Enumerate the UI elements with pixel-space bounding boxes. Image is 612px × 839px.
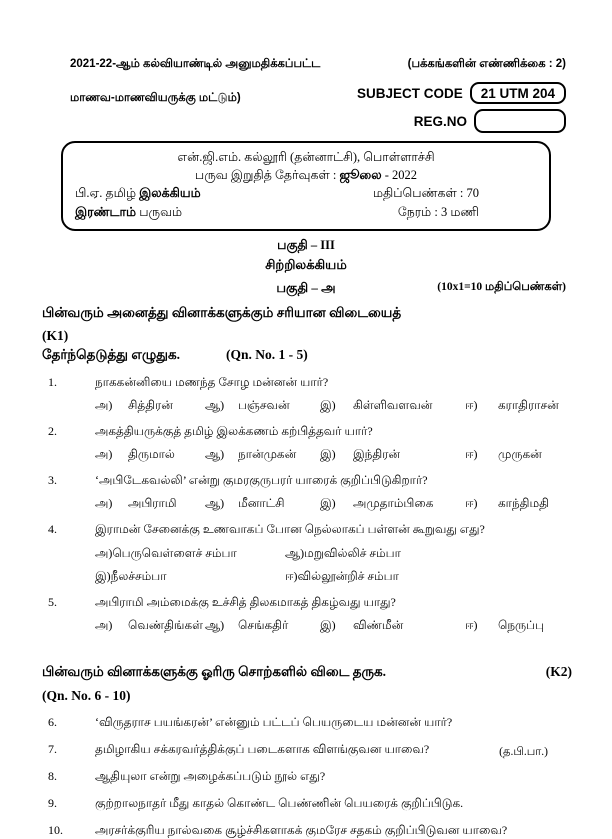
part-a-instruction-verb: தேர்ந்தெடுத்து எழுதுக. bbox=[42, 346, 180, 362]
option-ii bbox=[285, 569, 475, 585]
question-1-options bbox=[95, 398, 612, 414]
question-text: அபிராமி அம்மைக்கு உச்சித் திலகமாகத் திகழ்வது யாது? bbox=[95, 594, 396, 609]
question-4 bbox=[0, 521, 612, 584]
option-text: இந்திரன் bbox=[353, 447, 401, 462]
part-k2-k-level: (K2) bbox=[545, 663, 572, 679]
question-text: ‘விருதராச பயங்கரன்’ என்னும் பட்டப் பெயருடைய மன்னன் யார்? bbox=[95, 714, 453, 729]
option-a bbox=[95, 546, 285, 562]
option-marker: அ) bbox=[95, 397, 113, 412]
option-i bbox=[95, 569, 285, 585]
question-2-options bbox=[95, 447, 612, 463]
option-marker: ஈ) bbox=[465, 397, 478, 412]
course-marks-row bbox=[75, 184, 537, 203]
option-ii bbox=[465, 496, 612, 512]
part-three-subtitle: சிற்றிலக்கியம் bbox=[265, 256, 347, 272]
page-header bbox=[70, 0, 566, 133]
question-number: 9. bbox=[48, 795, 57, 810]
question-number: 8. bbox=[48, 768, 57, 783]
option-marker: ஆ) bbox=[205, 447, 225, 462]
option-i bbox=[320, 447, 465, 463]
college-name: என்.ஜி.எம். கல்லூரி (தன்னாட்சி), பொள்ளாச்சி bbox=[177, 150, 435, 164]
question-text: நாககன்னியை மணந்த சோழ மன்னன் யார்? bbox=[95, 374, 329, 389]
option-text: செங்கதிர் bbox=[238, 617, 289, 632]
students-only-note: மாணவ-மாணவியருக்கு மட்டும்) bbox=[70, 92, 241, 104]
option-marker: இ) bbox=[320, 496, 336, 511]
academic-year-note: 2021-22-ஆம் கல்வியாண்டில் அனுமதிக்கப்பட்ட bbox=[70, 58, 321, 70]
header-row-1 bbox=[70, 58, 566, 72]
question-6 bbox=[48, 715, 582, 731]
question-text: அரசர்க்குரிய நால்வகை சூழ்ச்சிகளாகக் குமரேச சதகம் குறிப்பிடுவன யாவை? bbox=[95, 822, 508, 837]
option-marker: அ) bbox=[95, 545, 113, 560]
code-fields bbox=[357, 82, 566, 133]
question-number: 3. bbox=[48, 473, 57, 488]
question-number: 1. bbox=[48, 374, 57, 389]
question-text: இராமன் சேனைக்கு உணவாகப் போன நெல்லாகப் பள்ளன் கூறுவது எது? bbox=[95, 522, 485, 537]
exam-title: பருவ இறுதித் தேர்வுகள் : bbox=[194, 168, 337, 183]
question-4-text-row bbox=[48, 521, 582, 537]
option-aa bbox=[205, 618, 320, 634]
option-i bbox=[320, 398, 465, 414]
semester-number: இரண்டாம் bbox=[75, 205, 137, 219]
part-a-instruction-line2 bbox=[42, 347, 572, 365]
subject-code-row bbox=[357, 82, 566, 104]
question-10 bbox=[48, 823, 582, 839]
question-number: 5. bbox=[48, 594, 57, 609]
question-2 bbox=[0, 423, 612, 463]
option-ii bbox=[465, 398, 612, 414]
option-text: சித்திரன் bbox=[128, 397, 173, 412]
option-marker: ஆ) bbox=[205, 496, 225, 511]
option-aa bbox=[205, 496, 320, 512]
question-1-text-row bbox=[48, 374, 582, 390]
subject-code-box: 21 UTM 204 bbox=[470, 82, 566, 104]
regno-box bbox=[474, 109, 566, 133]
option-text: கராதிராசன் bbox=[498, 397, 559, 412]
option-ii bbox=[465, 618, 612, 634]
question-number: 6. bbox=[48, 714, 57, 729]
option-marker: அ) bbox=[95, 496, 113, 511]
option-a bbox=[95, 398, 205, 414]
option-text: திருமால் bbox=[128, 447, 175, 462]
course-name bbox=[75, 184, 201, 203]
option-text: விண்மீன் bbox=[353, 617, 404, 632]
question-text: குற்றாலநாதர் மீது காதல் கொண்ட பெண்ணின் பெயரைக் குறிப்பிடுக. bbox=[95, 795, 464, 810]
semester-time-row bbox=[75, 203, 537, 222]
option-text: பஞ்சவன் bbox=[238, 397, 290, 412]
question-3-text-row bbox=[48, 472, 582, 488]
course-subject: இலக்கியம் bbox=[139, 186, 201, 201]
question-number: 2. bbox=[48, 423, 57, 438]
option-a bbox=[95, 618, 205, 634]
question-number: 4. bbox=[48, 522, 57, 537]
option-text: மீனாட்சி bbox=[238, 496, 285, 511]
question-1 bbox=[0, 374, 612, 414]
option-marker: இ) bbox=[320, 397, 336, 412]
option-aa bbox=[205, 398, 320, 414]
total-marks: மதிப்பெண்கள் : 70 bbox=[372, 186, 479, 201]
question-number: 7. bbox=[48, 741, 57, 756]
question-8 bbox=[48, 769, 582, 785]
option-a bbox=[95, 447, 205, 463]
exam-info-box bbox=[61, 141, 551, 231]
option-marker: இ) bbox=[320, 447, 336, 462]
question-5 bbox=[0, 594, 612, 634]
option-text: நான்முகன் bbox=[238, 447, 297, 462]
option-marker: ஆ) bbox=[205, 397, 225, 412]
exam-month: ஜூலை bbox=[339, 168, 382, 183]
part-a-instruction-line1: பின்வரும் அனைத்து வினாக்களுக்கும் சரியான விடையைத் bbox=[42, 304, 402, 320]
option-text: பெருவெள்ளைச் சம்பா bbox=[112, 545, 237, 560]
option-ii bbox=[465, 447, 612, 463]
option-text: நீலச்சம்பா bbox=[110, 568, 167, 583]
semester-word: பருவம் bbox=[139, 205, 183, 219]
option-marker: ஈ) bbox=[465, 496, 478, 511]
part-three-title: பகுதி – III bbox=[277, 237, 335, 252]
subject-code-label: SUBJECT CODE bbox=[356, 85, 463, 101]
option-text: வில்லூன்றிச் சம்பா bbox=[297, 568, 399, 583]
part-a-marks: (10x1=10 மதிப்பெண்கள்) bbox=[437, 280, 566, 293]
exam-duration: நேரம் : 3 மணி bbox=[397, 205, 479, 219]
option-marker: ஆ) bbox=[205, 617, 225, 632]
option-marker: இ) bbox=[320, 617, 336, 632]
part-a-question-range: (Qn. No. 1 - 5) bbox=[226, 346, 308, 362]
option-text: அபிராமி bbox=[128, 496, 177, 511]
question-number: 10. bbox=[48, 822, 63, 837]
header-row-2 bbox=[70, 85, 566, 133]
option-text: மறுவில்லிச் சம்பா bbox=[304, 545, 401, 560]
option-a bbox=[95, 496, 205, 512]
part-k2-instruction-row bbox=[42, 664, 572, 682]
question-9 bbox=[48, 796, 582, 812]
option-text: வெண்திங்கள் bbox=[128, 617, 203, 632]
option-marker: அ) bbox=[95, 447, 113, 462]
option-marker: இ) bbox=[95, 568, 111, 583]
option-aa bbox=[285, 546, 475, 562]
part-k2-instruction: பின்வரும் வினாக்களுக்கு ஓரிரு சொற்களில் விடை தருக. bbox=[42, 663, 387, 679]
course-prefix: பி.ஏ. தமிழ் bbox=[75, 186, 137, 201]
option-marker: ஆ) bbox=[285, 545, 305, 560]
question-5-text-row bbox=[48, 594, 582, 610]
question-text: ஆதியுலா என்று அழைக்கப்படும் நூல் எது? bbox=[95, 768, 326, 783]
regno-row bbox=[414, 109, 566, 133]
option-text: முருகன் bbox=[498, 447, 542, 462]
question-3 bbox=[0, 472, 612, 512]
option-aa bbox=[205, 447, 320, 463]
question-4-options-row-2 bbox=[95, 569, 612, 585]
option-marker: ஈ) bbox=[465, 447, 478, 462]
semester bbox=[75, 203, 182, 222]
question-text: அகத்தியருக்குத் தமிழ் இலக்கணம் கற்பித்தவர் யார்? bbox=[95, 423, 373, 438]
option-i bbox=[320, 496, 465, 512]
option-i bbox=[320, 618, 465, 634]
question-text: தமிழாகிய சக்கரவர்த்திக்குப் படைகளாக விளங்குவன யாவை? bbox=[95, 741, 430, 756]
question-2-text-row bbox=[48, 423, 582, 439]
turn-over-note: (த.பி.பா.) bbox=[499, 746, 548, 758]
option-marker: ஈ) bbox=[285, 568, 298, 583]
option-text: அமுதாம்பிகை bbox=[353, 496, 434, 511]
question-3-options bbox=[95, 496, 612, 512]
option-text: நெருப்பு bbox=[498, 617, 545, 632]
exam-year: - 2022 bbox=[384, 168, 418, 183]
option-text: காந்திமதி bbox=[498, 496, 549, 511]
question-text: ‘அபிடேகவல்லி’ என்று குமரகுருபரர் யாரைக் குறிப்பிடுகிறார்? bbox=[95, 473, 428, 488]
question-5-options bbox=[95, 618, 612, 634]
part-a-k-level: (K1) bbox=[42, 327, 69, 343]
option-marker: ஈ) bbox=[465, 617, 478, 632]
question-4-options-row-1 bbox=[95, 546, 612, 562]
pages-count-note: (பக்கங்களின் எண்ணிக்கை : 2) bbox=[407, 58, 566, 70]
part-a-title: பகுதி – அ bbox=[276, 279, 336, 295]
option-marker: அ) bbox=[95, 617, 113, 632]
part-k2-question-range: (Qn. No. 6 - 10) bbox=[42, 687, 131, 703]
exam-session-line bbox=[75, 166, 537, 184]
part-a-row bbox=[0, 280, 612, 297]
option-text: கிள்ளிவளவன் bbox=[353, 397, 433, 412]
regno-label: REG.NO bbox=[413, 113, 467, 129]
